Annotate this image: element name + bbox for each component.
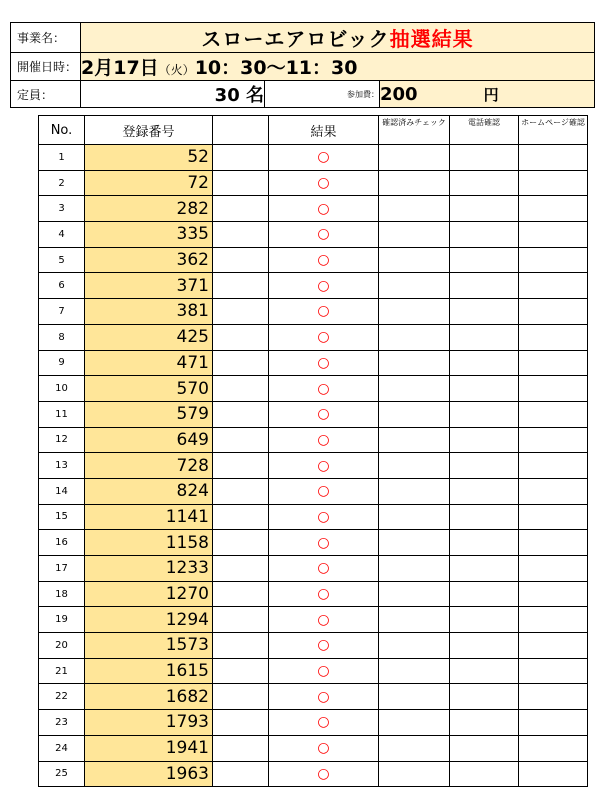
table-row	[39, 710, 588, 736]
event-title-result: 抽選結果	[389, 27, 474, 51]
phone-confirm-cell	[450, 222, 519, 248]
result-mark: ○	[269, 658, 379, 684]
row-number: 14	[39, 478, 85, 504]
confirmed-check-cell	[379, 453, 450, 479]
event-name-label: 事業名：	[11, 23, 81, 53]
homepage-confirm-cell	[519, 299, 588, 325]
homepage-confirm-cell	[519, 145, 588, 171]
blank-cell	[213, 222, 269, 248]
blank-cell	[213, 735, 269, 761]
blank-cell	[213, 633, 269, 659]
homepage-confirm-cell	[519, 633, 588, 659]
table-row	[39, 735, 588, 761]
homepage-confirm-cell	[519, 196, 588, 222]
result-mark: ○	[269, 222, 379, 248]
table-row	[39, 684, 588, 710]
registration-number: 1615	[85, 658, 213, 684]
row-number: 22	[39, 684, 85, 710]
row-number: 19	[39, 607, 85, 633]
blank-cell	[213, 427, 269, 453]
homepage-confirm-cell	[519, 324, 588, 350]
confirmed-check-cell	[379, 376, 450, 402]
homepage-confirm-cell	[519, 530, 588, 556]
table-row	[39, 376, 588, 402]
fee-unit: 円	[483, 85, 499, 104]
confirmed-check-cell	[379, 324, 450, 350]
row-number: 6	[39, 273, 85, 299]
phone-confirm-cell	[450, 530, 519, 556]
result-mark: ○	[269, 376, 379, 402]
homepage-confirm-cell	[519, 453, 588, 479]
registration-number: 1158	[85, 530, 213, 556]
homepage-confirm-cell	[519, 273, 588, 299]
phone-confirm-cell	[450, 684, 519, 710]
result-mark: ○	[269, 581, 379, 607]
fee-value-cell	[380, 81, 595, 108]
row-number: 20	[39, 633, 85, 659]
row-number: 10	[39, 376, 85, 402]
homepage-confirm-cell	[519, 556, 588, 582]
homepage-confirm-cell	[519, 376, 588, 402]
blank-cell	[213, 453, 269, 479]
registration-number: 381	[85, 299, 213, 325]
blank-cell	[213, 530, 269, 556]
event-header	[10, 22, 595, 108]
phone-confirm-cell	[450, 273, 519, 299]
row-number: 11	[39, 401, 85, 427]
phone-confirm-cell	[450, 196, 519, 222]
row-number: 3	[39, 196, 85, 222]
table-row	[39, 427, 588, 453]
result-mark: ○	[269, 607, 379, 633]
result-mark: ○	[269, 478, 379, 504]
row-number: 18	[39, 581, 85, 607]
registration-number: 824	[85, 478, 213, 504]
table-row	[39, 453, 588, 479]
phone-confirm-cell	[450, 504, 519, 530]
registration-number: 52	[85, 145, 213, 171]
table-row	[39, 350, 588, 376]
table-row	[39, 170, 588, 196]
phone-confirm-cell	[450, 556, 519, 582]
registration-number: 1793	[85, 710, 213, 736]
fee-label: 参加費：	[265, 81, 380, 108]
row-number: 24	[39, 735, 85, 761]
confirmed-check-cell	[379, 710, 450, 736]
confirmed-check-cell	[379, 735, 450, 761]
blank-cell	[213, 170, 269, 196]
registration-number: 371	[85, 273, 213, 299]
confirmed-check-cell	[379, 478, 450, 504]
blank-cell	[213, 658, 269, 684]
phone-confirm-cell	[450, 658, 519, 684]
registration-number: 1963	[85, 761, 213, 787]
result-mark: ○	[269, 710, 379, 736]
row-number: 23	[39, 710, 85, 736]
event-title	[81, 23, 595, 53]
table-row	[39, 273, 588, 299]
registration-number: 570	[85, 376, 213, 402]
row-number: 5	[39, 247, 85, 273]
table-row	[39, 247, 588, 273]
homepage-confirm-cell	[519, 222, 588, 248]
blank-cell	[213, 299, 269, 325]
homepage-confirm-cell	[519, 607, 588, 633]
registration-number: 282	[85, 196, 213, 222]
result-mark: ○	[269, 145, 379, 171]
phone-confirm-cell	[450, 478, 519, 504]
row-number: 2	[39, 170, 85, 196]
phone-confirm-cell	[450, 145, 519, 171]
row-number: 13	[39, 453, 85, 479]
date-label: 開催日時：	[11, 53, 81, 81]
blank-cell	[213, 376, 269, 402]
blank-cell	[213, 607, 269, 633]
phone-confirm-cell	[450, 761, 519, 787]
confirmed-check-cell	[379, 530, 450, 556]
row-number: 21	[39, 658, 85, 684]
phone-confirm-cell	[450, 453, 519, 479]
col-header-result: 結果	[269, 116, 379, 145]
confirmed-check-cell	[379, 658, 450, 684]
table-row	[39, 633, 588, 659]
row-number: 16	[39, 530, 85, 556]
result-mark: ○	[269, 299, 379, 325]
phone-confirm-cell	[450, 710, 519, 736]
col-header-homepage-confirm: ホームページ確認	[519, 116, 588, 145]
col-header-confirmed-check: 確認済みチェック	[379, 116, 450, 145]
row-number: 25	[39, 761, 85, 787]
col-header-blank	[213, 116, 269, 145]
phone-confirm-cell	[450, 581, 519, 607]
confirmed-check-cell	[379, 273, 450, 299]
homepage-confirm-cell	[519, 401, 588, 427]
homepage-confirm-cell	[519, 658, 588, 684]
date-time: 10：30～11：30	[194, 57, 358, 79]
table-row	[39, 581, 588, 607]
event-datetime	[81, 53, 595, 81]
phone-confirm-cell	[450, 376, 519, 402]
blank-cell	[213, 273, 269, 299]
phone-confirm-cell	[450, 350, 519, 376]
table-row	[39, 530, 588, 556]
confirmed-check-cell	[379, 196, 450, 222]
blank-cell	[213, 350, 269, 376]
blank-cell	[213, 556, 269, 582]
blank-cell	[213, 196, 269, 222]
result-mark: ○	[269, 556, 379, 582]
table-row	[39, 222, 588, 248]
table-row	[39, 761, 588, 787]
blank-cell	[213, 684, 269, 710]
result-mark: ○	[269, 350, 379, 376]
homepage-confirm-cell	[519, 247, 588, 273]
phone-confirm-cell	[450, 299, 519, 325]
homepage-confirm-cell	[519, 350, 588, 376]
row-number: 15	[39, 504, 85, 530]
result-mark: ○	[269, 401, 379, 427]
homepage-confirm-cell	[519, 684, 588, 710]
phone-confirm-cell	[450, 401, 519, 427]
phone-confirm-cell	[450, 170, 519, 196]
date-day-of-week: （火）	[158, 63, 195, 77]
result-mark: ○	[269, 633, 379, 659]
result-mark: ○	[269, 247, 379, 273]
table-row	[39, 504, 588, 530]
table-row	[39, 478, 588, 504]
row-number: 9	[39, 350, 85, 376]
blank-cell	[213, 324, 269, 350]
confirmed-check-cell	[379, 504, 450, 530]
homepage-confirm-cell	[519, 581, 588, 607]
confirmed-check-cell	[379, 684, 450, 710]
confirmed-check-cell	[379, 633, 450, 659]
registration-number: 425	[85, 324, 213, 350]
result-mark: ○	[269, 530, 379, 556]
phone-confirm-cell	[450, 735, 519, 761]
confirmed-check-cell	[379, 761, 450, 787]
confirmed-check-cell	[379, 247, 450, 273]
event-title-main: スローエアロビック	[201, 27, 390, 51]
row-number: 7	[39, 299, 85, 325]
confirmed-check-cell	[379, 607, 450, 633]
blank-cell	[213, 401, 269, 427]
result-mark: ○	[269, 453, 379, 479]
table-row	[39, 401, 588, 427]
blank-cell	[213, 761, 269, 787]
result-mark: ○	[269, 324, 379, 350]
fee-value: 200	[380, 83, 418, 105]
homepage-confirm-cell	[519, 427, 588, 453]
phone-confirm-cell	[450, 633, 519, 659]
homepage-confirm-cell	[519, 478, 588, 504]
confirmed-check-cell	[379, 581, 450, 607]
blank-cell	[213, 581, 269, 607]
phone-confirm-cell	[450, 607, 519, 633]
confirmed-check-cell	[379, 401, 450, 427]
blank-cell	[213, 478, 269, 504]
col-header-no: No.	[39, 116, 85, 145]
registration-number: 72	[85, 170, 213, 196]
registration-number: 728	[85, 453, 213, 479]
result-mark: ○	[269, 504, 379, 530]
registration-number: 1141	[85, 504, 213, 530]
homepage-confirm-cell	[519, 761, 588, 787]
confirmed-check-cell	[379, 427, 450, 453]
result-mark: ○	[269, 684, 379, 710]
table-header-row	[39, 116, 588, 145]
blank-cell	[213, 710, 269, 736]
registration-number: 1573	[85, 633, 213, 659]
table-row	[39, 196, 588, 222]
confirmed-check-cell	[379, 350, 450, 376]
capacity-value: 30 名	[81, 81, 265, 108]
phone-confirm-cell	[450, 247, 519, 273]
result-mark: ○	[269, 761, 379, 787]
registration-number: 362	[85, 247, 213, 273]
result-mark: ○	[269, 196, 379, 222]
confirmed-check-cell	[379, 556, 450, 582]
phone-confirm-cell	[450, 324, 519, 350]
confirmed-check-cell	[379, 222, 450, 248]
homepage-confirm-cell	[519, 710, 588, 736]
table-row	[39, 299, 588, 325]
row-number: 8	[39, 324, 85, 350]
registration-number: 649	[85, 427, 213, 453]
registration-number: 1294	[85, 607, 213, 633]
table-row	[39, 145, 588, 171]
table-row	[39, 607, 588, 633]
row-number: 17	[39, 556, 85, 582]
date-main: 2月17日	[81, 57, 159, 79]
registration-number: 335	[85, 222, 213, 248]
lottery-results-table	[38, 115, 588, 787]
registration-number: 1270	[85, 581, 213, 607]
table-row	[39, 324, 588, 350]
col-header-registration: 登録番号	[85, 116, 213, 145]
registration-number: 471	[85, 350, 213, 376]
homepage-confirm-cell	[519, 504, 588, 530]
phone-confirm-cell	[450, 427, 519, 453]
row-number: 4	[39, 222, 85, 248]
registration-number: 1941	[85, 735, 213, 761]
table-row	[39, 556, 588, 582]
registration-number: 1682	[85, 684, 213, 710]
registration-number: 1233	[85, 556, 213, 582]
confirmed-check-cell	[379, 145, 450, 171]
result-mark: ○	[269, 273, 379, 299]
capacity-label: 定員：	[11, 81, 81, 108]
result-mark: ○	[269, 735, 379, 761]
confirmed-check-cell	[379, 170, 450, 196]
row-number: 1	[39, 145, 85, 171]
row-number: 12	[39, 427, 85, 453]
table-row	[39, 658, 588, 684]
confirmed-check-cell	[379, 299, 450, 325]
blank-cell	[213, 145, 269, 171]
result-mark: ○	[269, 170, 379, 196]
blank-cell	[213, 504, 269, 530]
homepage-confirm-cell	[519, 735, 588, 761]
col-header-phone-confirm: 電話確認	[450, 116, 519, 145]
result-mark: ○	[269, 427, 379, 453]
blank-cell	[213, 247, 269, 273]
table-body	[39, 145, 588, 787]
registration-number: 579	[85, 401, 213, 427]
homepage-confirm-cell	[519, 170, 588, 196]
